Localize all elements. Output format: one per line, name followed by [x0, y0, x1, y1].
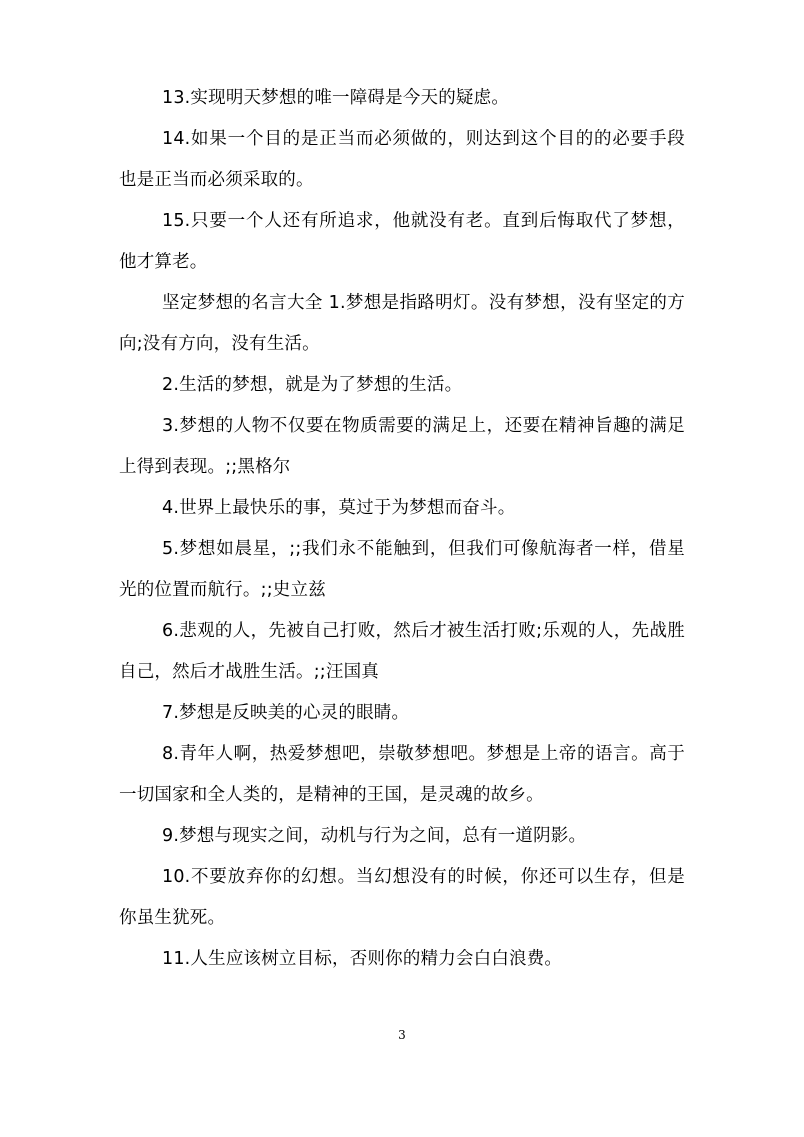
quote-paragraph: 7.梦想是反映美的心灵的眼睛。 [162, 703, 410, 723]
quote-paragraph: 6.悲观的人，先被自己打败，然后才被生活打败;乐观的人，先战胜自己，然后才战胜生活。;;汪国真 [119, 621, 685, 682]
quote-paragraph: 8.青年人啊，热爱梦想吧，崇敬梦想吧。梦想是上帝的语言。高于一切国家和全人类的，是精神的王国，是灵魂的故乡。 [119, 744, 685, 805]
quote-paragraph: 14.如果一个目的是正当而必须做的，则达到这个目的的必要手段也是正当而必须采取的。 [119, 129, 685, 190]
quote-paragraph: 4.世界上最快乐的事，莫过于为梦想而奋斗。 [162, 498, 516, 518]
page-number: 3 [398, 1028, 406, 1042]
quote-paragraph: 13.实现明天梦想的唯一障碍是今天的疑虑。 [162, 88, 510, 108]
quote-paragraph: 15.只要一个人还有所追求，他就没有老。直到后悔取代了梦想，他才算老。 [119, 211, 685, 272]
quote-paragraph: 5.梦想如晨星，;;我们永不能触到，但我们可像航海者一样，借星光的位置而航行。;;史立兹 [119, 539, 685, 600]
quote-paragraph: 2.生活的梦想，就是为了梦想的生活。 [162, 375, 463, 395]
quote-paragraph: 11.人生应该树立目标，否则你的精力会白白浪费。 [162, 949, 563, 969]
section-heading-paragraph: 坚定梦想的名言大全 1.梦想是指路明灯。没有梦想，没有坚定的方向;没有方向，没有生活。 [119, 293, 685, 354]
quote-paragraph: 10.不要放弃你的幻想。当幻想没有的时候，你还可以生存，但是你虽生犹死。 [119, 867, 685, 928]
quote-paragraph: 3.梦想的人物不仅要在物质需要的满足上，还要在精神旨趣的满足上得到表现。;;黑格尔 [119, 416, 685, 477]
quote-paragraph: 9.梦想与现实之间，动机与行为之间，总有一道阴影。 [162, 826, 587, 846]
document-body [119, 78, 685, 980]
